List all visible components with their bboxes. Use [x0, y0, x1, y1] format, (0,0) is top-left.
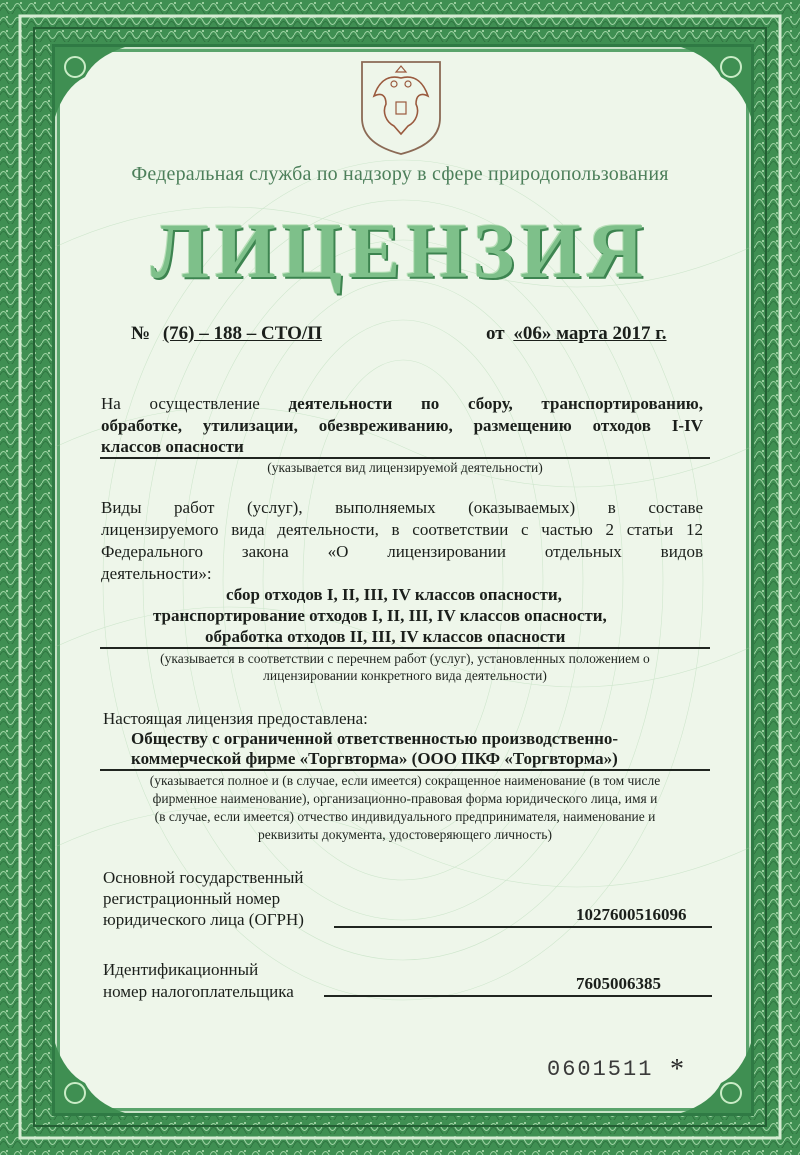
works-caption-line-2: лицензировании конкретного вида деятельности)	[263, 668, 547, 683]
corner-ornament-icon	[681, 47, 751, 117]
divider	[100, 647, 710, 649]
works-intro-line-3: Федерального закона «О лицензировании отдельных видов	[101, 542, 703, 561]
divider	[334, 926, 712, 928]
corner-ornament-icon	[681, 1043, 751, 1113]
licensee-name-line-2: коммерческой фирме «Торгвторма» (ООО ПКФ «Торгвторма»)	[131, 749, 618, 768]
ogrn-label-line-1: Основной государственный	[103, 868, 304, 887]
activity-line-2: обработке, утилизации, обезвреживанию, размещению отходов I-IV	[101, 416, 703, 435]
ogrn-label-line-3: юридического лица (ОГРН)	[103, 910, 304, 929]
license-date: «06» марта 2017 г.	[513, 323, 667, 344]
form-serial-number: 0601511	[547, 1057, 654, 1082]
works-intro-line-1: Виды работ (услуг), выполняемых (оказываемых) в составе	[101, 498, 703, 517]
licensee-caption-line-2: фирменное наименование), организационно-правовая форма юридического лица, имя и	[152, 791, 658, 806]
license-date-row	[486, 323, 667, 345]
activity-intro: На осуществление	[101, 394, 260, 413]
serial-mark-icon: *	[670, 1054, 684, 1085]
work-item: транспортирование отходов I, II, III, IV классов опасности,	[153, 606, 607, 625]
divider	[100, 769, 710, 771]
divider	[324, 995, 712, 997]
activity-line-1	[101, 394, 703, 414]
works-caption-line-1: (указывается в соответствии с перечнем работ (услуг), установленных положением о	[160, 651, 650, 666]
number-prefix: №	[131, 323, 151, 344]
activity-line-3: классов опасности	[101, 437, 244, 456]
date-prefix: от	[486, 323, 505, 344]
licensee-caption-line-4: реквизиты документа, удостоверяющего личность)	[258, 827, 552, 842]
inn-value: 7605006385	[576, 974, 661, 993]
licensee-caption-line-1: (указывается полное и (в случае, если имеется) сокращенное наименование (в том числе	[149, 773, 661, 788]
licensee-caption-line-3: (в случае, если имеется) отчество индивидуального предпринимателя, наименование и	[154, 809, 656, 824]
corner-ornament-icon	[55, 1043, 125, 1113]
works-intro-line-4: деятельности»:	[101, 564, 212, 583]
license-number: (76) – 188 – СТО/П	[162, 323, 322, 344]
ogrn-value: 1027600516096	[576, 905, 687, 924]
inn-label-line-1: Идентификационный	[103, 960, 259, 979]
ogrn-label-line-2: регистрационный номер	[103, 889, 281, 908]
activity-text: деятельности по сбору, транспортированию,	[288, 394, 704, 413]
document-title: ЛИЦЕНЗИЯ	[150, 207, 650, 294]
corner-ornament-icon	[55, 47, 125, 117]
divider	[100, 457, 710, 459]
license-number-row	[131, 323, 322, 345]
work-item: сбор отходов I, II, III, IV классов опасности,	[226, 585, 562, 604]
activity-caption: (указывается вид лицензируемой деятельности)	[267, 460, 543, 475]
work-item: обработка отходов II, III, IV классов опасности	[205, 627, 566, 646]
inn-label-line-2: номер налогоплательщика	[103, 982, 294, 1001]
licensee-intro: Настоящая лицензия предоставлена:	[103, 709, 368, 728]
licensee-name-line-1: Обществу с ограниченной ответственностью производственно-	[131, 729, 619, 748]
works-intro-line-2: лицензируемого вида деятельности, в соответствии с частью 2 статьи 12	[101, 520, 703, 539]
coat-of-arms-icon	[356, 56, 446, 156]
issuing-agency: Федеральная служба по надзору в сфере природопользования	[131, 163, 669, 185]
